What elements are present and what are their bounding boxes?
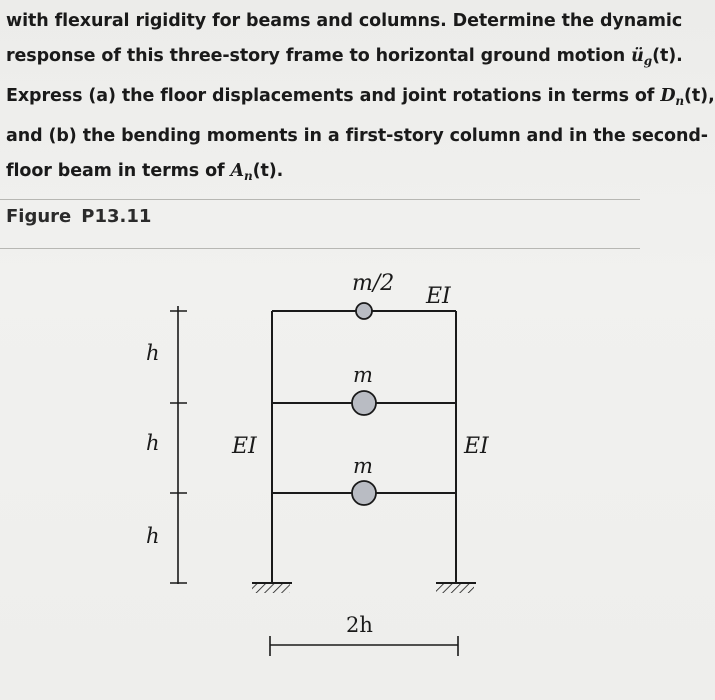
story-height-label-1: h: [146, 524, 160, 548]
left-column-ei-label: EI: [232, 434, 257, 459]
dn-subscript: n: [675, 94, 685, 108]
second-floor-mass: [352, 481, 376, 505]
right-column-ei-label: EI: [464, 434, 489, 459]
figure-number: P13.11: [81, 206, 152, 227]
story-height-label-2: h: [146, 431, 160, 455]
dn-symbol: D: [660, 86, 676, 106]
story-height-label-3: h: [146, 341, 160, 365]
figure-label-word: Figure: [6, 206, 72, 227]
roof-mass-label: m/2: [352, 271, 395, 296]
problem-line-5-text: floor beam in terms of: [6, 161, 231, 181]
roof-mass: [356, 303, 372, 319]
left-fixed-support: [252, 583, 292, 593]
problem-line-3-text: Express (a) the floor displacements and joint rotations in terms of: [6, 86, 661, 106]
problem-line-2-text: response of this three-story frame to horizontal ground motion: [6, 46, 632, 66]
beam-ei-label: EI: [426, 284, 451, 309]
third-floor-mass-label: m: [353, 363, 373, 387]
right-fixed-support: [436, 583, 476, 593]
problem-line-4: and (b) the bending moments in a first-story column and in the second-: [6, 126, 708, 146]
third-floor-mass: [352, 391, 376, 415]
an-subscript: n: [243, 169, 253, 183]
span-label: 2h: [346, 613, 373, 637]
an-symbol: A: [230, 161, 244, 181]
second-floor-mass-label: m: [353, 454, 373, 478]
dn-arg: (t),: [684, 86, 715, 106]
an-arg: (t).: [252, 161, 284, 181]
span-dimension: [270, 636, 458, 656]
height-dimension: [170, 306, 187, 584]
ground-accel-symbol: ü: [631, 46, 644, 66]
ground-accel-subscript: g: [643, 54, 653, 68]
problem-line-1: with flexural rigidity for beams and columns. Determine the dynamic: [6, 11, 683, 31]
ground-accel-arg: (t).: [652, 46, 683, 66]
